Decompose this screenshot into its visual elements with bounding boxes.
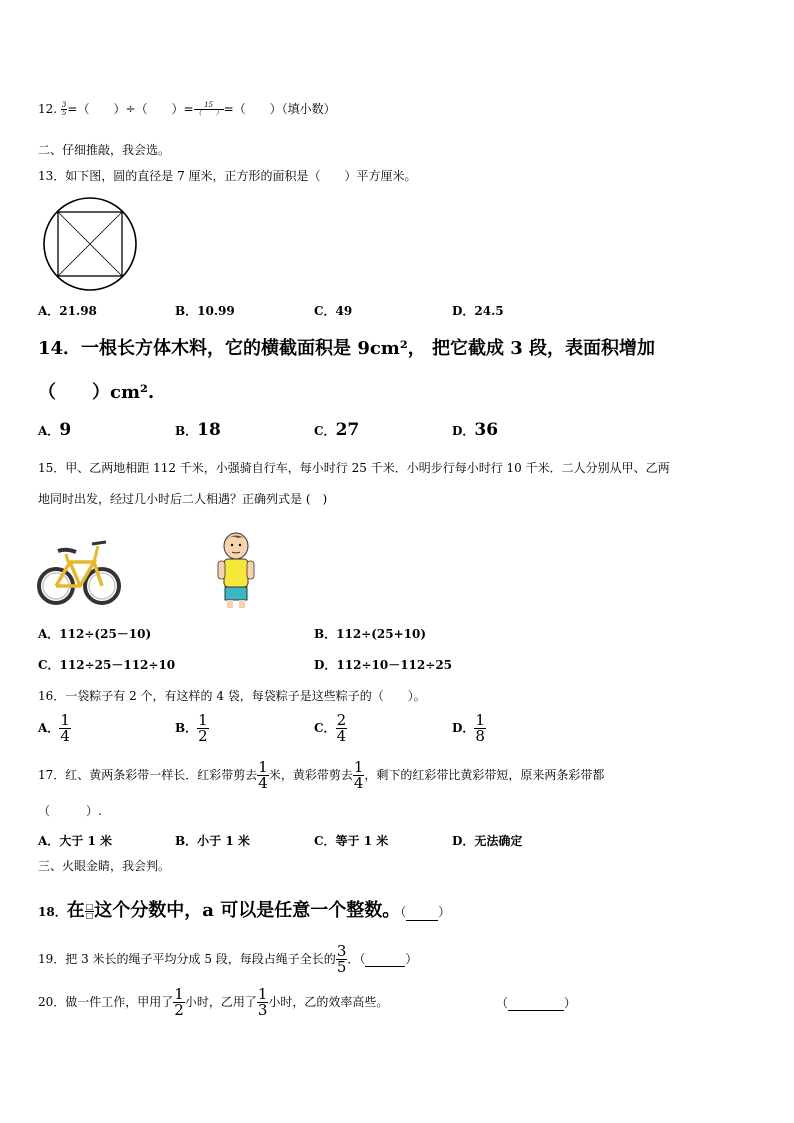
q14-line2: （ ）cm². xyxy=(38,382,155,403)
bicycle-image xyxy=(36,534,122,612)
fraction-placeholder-icon: $\frac{□}{□}$ xyxy=(85,902,94,920)
q17-line1: 17．红、黄两条彩带一样长．红彩带剪去 $\frac{1}{4}$ 米，黄彩带剪去 $\frac{1}{4}$ ，剩下的红彩带比黄彩带短，原来两条彩带都 xyxy=(38,758,605,792)
q14-option-d[interactable]: D．36 xyxy=(452,420,499,440)
answer-blank-q19[interactable] xyxy=(365,952,405,967)
q17-option-b[interactable]: B．小于 1 米 xyxy=(175,834,250,848)
q15-line2: 地同时出发，经过几小时后二人相遇？正确列式是 ( ) xyxy=(38,492,328,506)
q13-option-c[interactable]: C．49 xyxy=(314,304,353,318)
q17-line2: （ ）. xyxy=(38,804,102,818)
q14-option-b[interactable]: B．18 xyxy=(175,420,221,440)
q17-option-d[interactable]: D．无法确定 xyxy=(452,834,523,848)
q20-answer: （ ） xyxy=(496,996,577,1010)
answer-blank-q20[interactable] xyxy=(508,996,564,1011)
fraction-15-blank: $\frac{15}{( )}$ xyxy=(194,101,223,117)
q16-option-a[interactable]: A． $\frac{1}{4}$ xyxy=(38,711,70,745)
q19: 19．把 3 米长的绳子平均分成 5 段，每段占绳子全长的 $\frac{3}{5}$ ．（ ） xyxy=(38,942,418,976)
circle-square-figure xyxy=(42,196,138,292)
q13-option-b[interactable]: B．10.99 xyxy=(175,304,235,318)
q15-option-c[interactable]: C．112÷25－112÷10 xyxy=(38,658,176,672)
q13-option-d[interactable]: D．24.5 xyxy=(452,304,504,318)
q15-option-b[interactable]: B．112÷(25+10) xyxy=(314,627,427,641)
q20: 20．做一件工作，甲用了 $\frac{1}{2}$ 小时，乙用了 $\frac{1}{3}$ 小时，乙的效率高些。 xyxy=(38,985,389,1019)
q16-text: 16．一袋粽子有 2 个，有这样的 4 袋，每袋粽子是这些粽子的（ ）。 xyxy=(38,689,426,703)
q15-option-a[interactable]: A．112÷(25－10) xyxy=(38,627,152,641)
q17-option-a[interactable]: A．大于 1 米 xyxy=(38,834,113,848)
section-title-choose: 二、仔细推敲，我会选。 xyxy=(38,143,171,157)
fraction-3-5: $\frac{3}{5}$ xyxy=(61,101,67,117)
q16-option-b[interactable]: B． $\frac{1}{2}$ xyxy=(175,711,208,745)
q16-option-d[interactable]: D． $\frac{1}{8}$ xyxy=(452,711,485,745)
q14-option-a[interactable]: A．9 xyxy=(38,420,72,440)
q18: 18．在 $\frac{□}{□}$ 这个分数中，a 可以是任意一个整数。（ ） xyxy=(38,900,451,921)
q12: 12. $\frac{3}{5}$ =（ ）÷（ ）= $\frac{15}{( )}$ =（ ）（填小数） xyxy=(38,101,336,117)
answer-blank-q18[interactable] xyxy=(406,901,438,921)
q16-option-c[interactable]: C． $\frac{2}{4}$ xyxy=(314,711,347,745)
q15-line1: 15．甲、乙两地相距 112 千米，小强骑自行车，每小时行 25 千米．小明步行每小时行 10 千米．二人分别从甲、乙两 xyxy=(38,461,670,475)
q17-option-c[interactable]: C．等于 1 米 xyxy=(314,834,389,848)
q15-option-d[interactable]: D．112÷10－112÷25 xyxy=(314,658,453,672)
q13-option-a[interactable]: A．21.98 xyxy=(38,304,97,318)
boy-image xyxy=(214,532,256,612)
section-title-judge: 三、火眼金睛，我会判。 xyxy=(38,859,171,873)
q13-text: 13．如下图，圆的直径是 7 厘米，正方形的面积是（ ）平方厘米。 xyxy=(38,169,417,183)
q14-line1: 14．一根长方体木料，它的横截面积是 9cm²， 把它截成 3 段，表面积增加 xyxy=(38,338,656,359)
q14-option-c[interactable]: C．27 xyxy=(314,420,360,440)
